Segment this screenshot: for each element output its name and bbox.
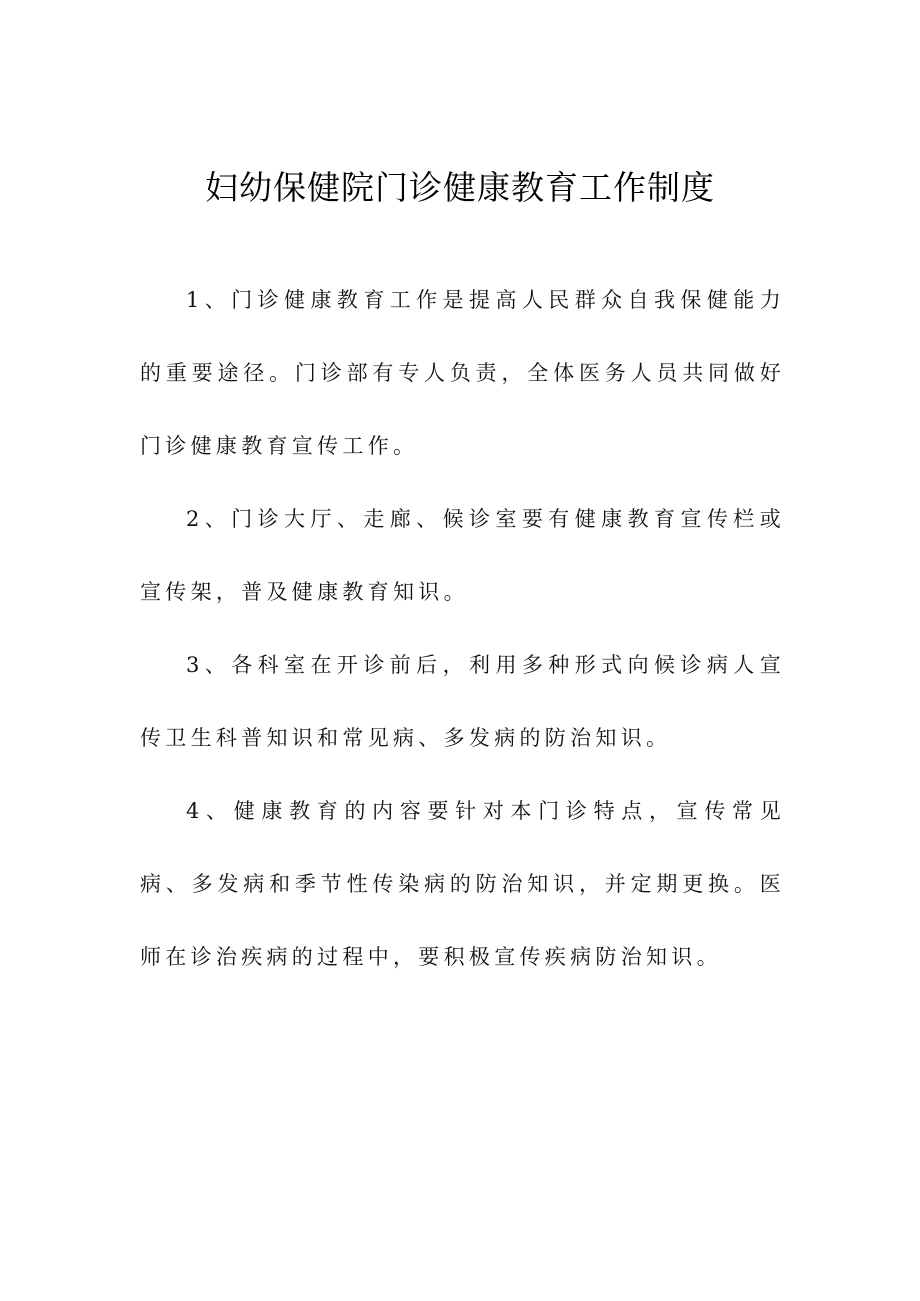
paragraph-1: 1、门诊健康教育工作是提高人民群众自我保健能力的重要途径。门诊部有专人负责，全体医务人员共同做好门诊健康教育宣传工作。 — [140, 288, 785, 458]
paragraph-4: 4、健康教育的内容要针对本门诊特点，宣传常见病、多发病和季节性传染病的防治知识，并定期更换。医师在诊治疾病的过程中，要积极宣传疾病防治知识。 — [140, 799, 785, 969]
paragraph-2: 2、门诊大厅、走廊、候诊室要有健康教育宣传栏或宣传架，普及健康教育知识。 — [140, 507, 785, 604]
paragraph-3: 3、各科室在开诊前后，利用多种形式向候诊病人宣传卫生科普知识和常见病、多发病的防治知识。 — [140, 653, 785, 750]
document-body — [140, 264, 785, 994]
document-title: 妇幼保健院门诊健康教育工作制度 — [205, 168, 715, 207]
